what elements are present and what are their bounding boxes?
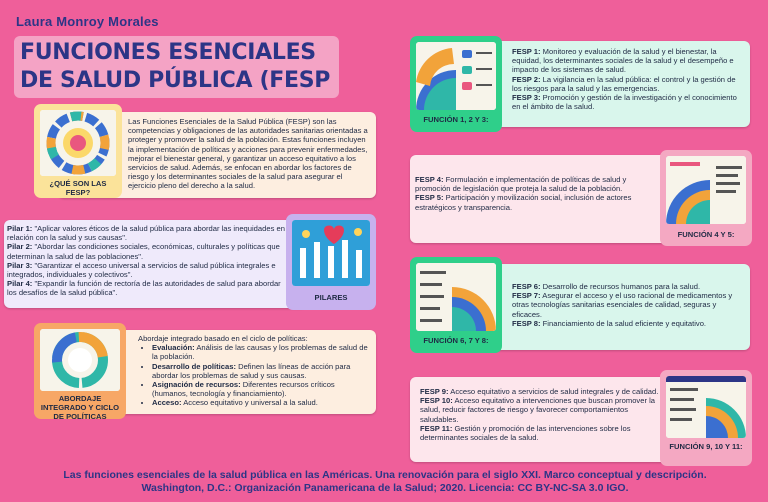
que-son-figure <box>34 104 122 198</box>
pilares-caption: PILARES <box>314 293 348 302</box>
que-son-caption: ¿QUÉ SON LAS FESP? <box>49 179 107 197</box>
fesp-2: FESP 2: La vigilancia en la salud pública: el control y la gestión de los riesgos para la salud y las emergencias. <box>512 74 736 93</box>
fesp-6: FESP 6: Desarrollo de recursos humanos para la salud. <box>512 282 701 291</box>
page-title <box>14 36 339 98</box>
func123-caption: FUNCIÓN 1, 2 Y 3: <box>423 115 489 124</box>
title-line-2: DE SALUD PÚBLICA (FESP <box>20 68 331 93</box>
author-name: Laura Monroy Morales <box>16 14 159 29</box>
fesp-8: FESP 8: Financiamiento de la salud eficiente y equitativo. <box>512 318 707 328</box>
func123-list <box>512 47 746 111</box>
func678-image <box>416 263 496 331</box>
abordaje-intro: Abordaje integrado basado en el ciclo de políticas: <box>138 334 308 343</box>
citation-footer: Las funciones esenciales de la salud pública en las Américas. Una renovación para el siglo XXI. Marco conceptual y descripción. Washington, D.C.: Organización Panamericana de la Salud; 2020. Licencia: CC BY-NC-SA 3.0 IGO. <box>63 469 707 494</box>
fesp-9: FESP 9: Acceso equitativo a servicios de salud integrales y de calidad. <box>420 387 659 396</box>
func45-image <box>666 156 746 224</box>
func678-caption: FUNCIÓN 6, 7 Y 8: <box>423 336 489 345</box>
func678-list <box>512 282 746 328</box>
abordaje-caption: ABORDAJE INTEGRADO Y CICLO DE POLÍTICAS <box>40 394 120 421</box>
func91011-list <box>420 387 660 442</box>
pilar-2: Pilar 2: "Abordar las condiciones sociales, económicas, culturales y políticas que determinan la salud de las poblaciones". <box>7 242 280 261</box>
title-line-1: FUNCIONES ESENCIALES <box>20 40 316 65</box>
pilares-list <box>7 224 287 298</box>
fesp-10: FESP 10: Acceso equitativo a intervenciones que buscan promover la salud, reducir factores de riesgo y favorecer comportamientos saludables. <box>420 396 655 424</box>
abordaje-item: • Acceso: Acceso equitativo y universal a la salud. <box>152 398 372 407</box>
abordaje-list <box>138 343 372 407</box>
fesp-4: FESP 4: Formulación e implementación de políticas de salud y promoción de legislación que proteja la salud de la población. <box>415 175 627 194</box>
func678-figure <box>410 257 502 353</box>
func123-image <box>416 42 496 110</box>
pilar-1: Pilar 1: "Aplicar valores éticos de la salud pública para abordar las inequidades en relación con la salud y sus causas". <box>7 224 285 243</box>
func91011-image <box>666 376 746 438</box>
fesp-5: FESP 5: Participación y movilización social, inclusión de actores estratégicos y transparencia. <box>415 193 632 212</box>
pilar-4: Pilar 4: "Expandir la función de rectoría de las autoridades de salud para abordar los desafíos de la salud pública". <box>7 279 281 298</box>
abordaje-item: • Evaluación: Análisis de las causas y los problemas de salud de la población. <box>152 343 372 361</box>
pilares-figure <box>286 214 376 310</box>
pilares-card <box>4 220 306 308</box>
pilares-image <box>292 220 370 286</box>
abordaje-item: • Asignación de recursos: Diferentes recursos críticos (humanos, tecnología y financiamiento). <box>152 380 372 398</box>
policy-cycle-image <box>40 329 120 391</box>
fesp-11: FESP 11: Gestión y promoción de las intervenciones sobre los determinantes sociales de la salud. <box>420 423 631 443</box>
func45-caption: FUNCIÓN 4 Y 5: <box>677 230 735 239</box>
func45-figure <box>660 150 752 246</box>
abordaje-item: • Desarrollo de políticas: Definen las líneas de acción para abordar los problemas de salud y sus causas. <box>152 362 372 380</box>
func45-list <box>415 175 659 212</box>
fesp-7: FESP 7: Asegurar el acceso y el uso racional de medicamentos y otras tecnologías sanitarias esenciales de calidad, seguras y eficaces. <box>512 291 733 319</box>
fesp-1: FESP 1: Monitoreo y evaluación de la salud y el bienestar, la equidad, los determinantes sociales de la salud y el desempeño e impacto de los sistemas de salud. <box>512 47 734 75</box>
fesp-3: FESP 3: Promoción y gestión de la investigación y el conocimiento en el ámbito de la salud. <box>512 93 737 112</box>
func91011-caption: FUNCIÓN 9, 10 Y 11: <box>669 442 743 451</box>
abordaje-text <box>138 334 372 408</box>
pilar-3: Pilar 3: "Garantizar el acceso universal a servicios de salud pública integrales e integrados, individuales y colectivos". <box>7 260 276 280</box>
func123-figure <box>410 36 502 132</box>
func91011-figure <box>660 370 752 466</box>
abordaje-figure <box>34 323 126 419</box>
fesp-wheel-image <box>40 110 116 176</box>
que-son-text: Las Funciones Esenciales de la Salud Pública (FESP) son las competencias y obligaciones de las autoridades sanitarias orientadas a proteger y promover la salud de la población. Estas funciones incluyen la implementación de políticas y acciones para prevenir enfermedades, mejorar el bienestar general, y garantizar un acceso equitativo a los servicios de salud. Además, se enfocan en abordar los factores de riesgo y los determinantes sociales de la salud para asegurar el ejercicio pleno del derecho a la salud. <box>128 117 368 191</box>
